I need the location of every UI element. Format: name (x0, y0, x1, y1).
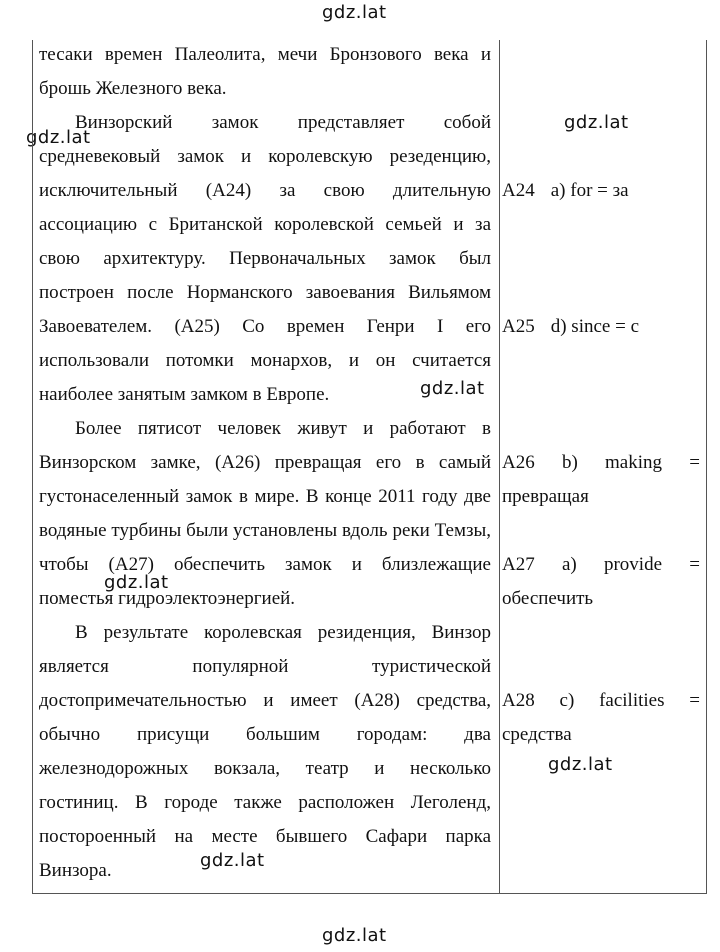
answer-word: provide (603, 554, 663, 575)
watermark: gdz.lat (200, 850, 265, 871)
answer-equals: = (689, 554, 700, 575)
answer-letter: a) (561, 554, 577, 575)
answer-id: A24 (502, 180, 535, 201)
watermark: gdz.lat (104, 572, 169, 593)
answer-id: A27 (502, 554, 535, 575)
watermark: gdz.lat (548, 754, 613, 775)
column-divider (499, 40, 500, 894)
answer-translation: средства (502, 724, 572, 745)
watermark: gdz.lat (26, 127, 91, 148)
text-paragraph (39, 412, 491, 616)
watermark: gdz.lat (322, 2, 387, 23)
paragraph-text: тесаки времен Палеолита, мечи Бронзового века и брошь Железного века. (39, 44, 491, 99)
answer-id: A28 (502, 690, 535, 711)
answer-a25 (502, 310, 700, 344)
answer-a24 (502, 174, 700, 208)
answer-translation: превращая (502, 486, 589, 507)
text-paragraph (39, 38, 491, 106)
answer-word: making (605, 452, 663, 473)
answer-id: A26 (502, 452, 535, 473)
answer-id: A25 (502, 316, 535, 337)
answer-translation: обеспечить (502, 588, 594, 609)
paragraph-text: Винзорский замок представляет собой средневековый замок и королевскую резеденцию, исключительный (A24) за свою длительную ассоциацию с Британской королевской семьей и за свою архитектуру. Первоначальных замок был построен после Норманского завоевания Вильямом Завоевателем. (A25) Со времен Генри I его использовали потомки монархов, и он считается наиболее занятым замком в Европе. (39, 112, 491, 405)
watermark: gdz.lat (564, 112, 629, 133)
watermark: gdz.lat (420, 378, 485, 399)
watermark: gdz.lat (322, 925, 387, 946)
answer-letter: b) (561, 452, 578, 473)
answer-letter: c) (559, 690, 575, 711)
answer-equals: = (689, 690, 700, 711)
answer-word: facilities (599, 690, 665, 711)
answer-option: d) since = с (550, 316, 639, 337)
text-paragraph (39, 616, 491, 888)
text-paragraph (39, 106, 491, 412)
answer-option: a) for = за (550, 180, 629, 201)
paragraph-text: В результате королевская резиденция, Винзор является популярной туристической достопримечательностью и имеет (A28) средства, обычно присущи большим городам: два железнодорожных вокзала, театр и несколько гостиниц. В городе также расположен Леголенд, постороенный на месте бывшего Сафари парка Винзора. (39, 622, 491, 881)
paragraph-text: Более пятисот человек живут и работают в Винзорском замке, (A26) превращая его в самый густонаселенный замок в мире. В конце 2011 году две водяные турбины были установлены вдоль реки Темзы, чтобы (A27) обеспечить замок и близлежащие поместья гидроэлектоэнергией. (39, 418, 491, 609)
answer-a27 (502, 548, 700, 616)
answer-a28 (502, 684, 700, 752)
answer-equals: = (689, 452, 700, 473)
answer-a26 (502, 446, 700, 514)
